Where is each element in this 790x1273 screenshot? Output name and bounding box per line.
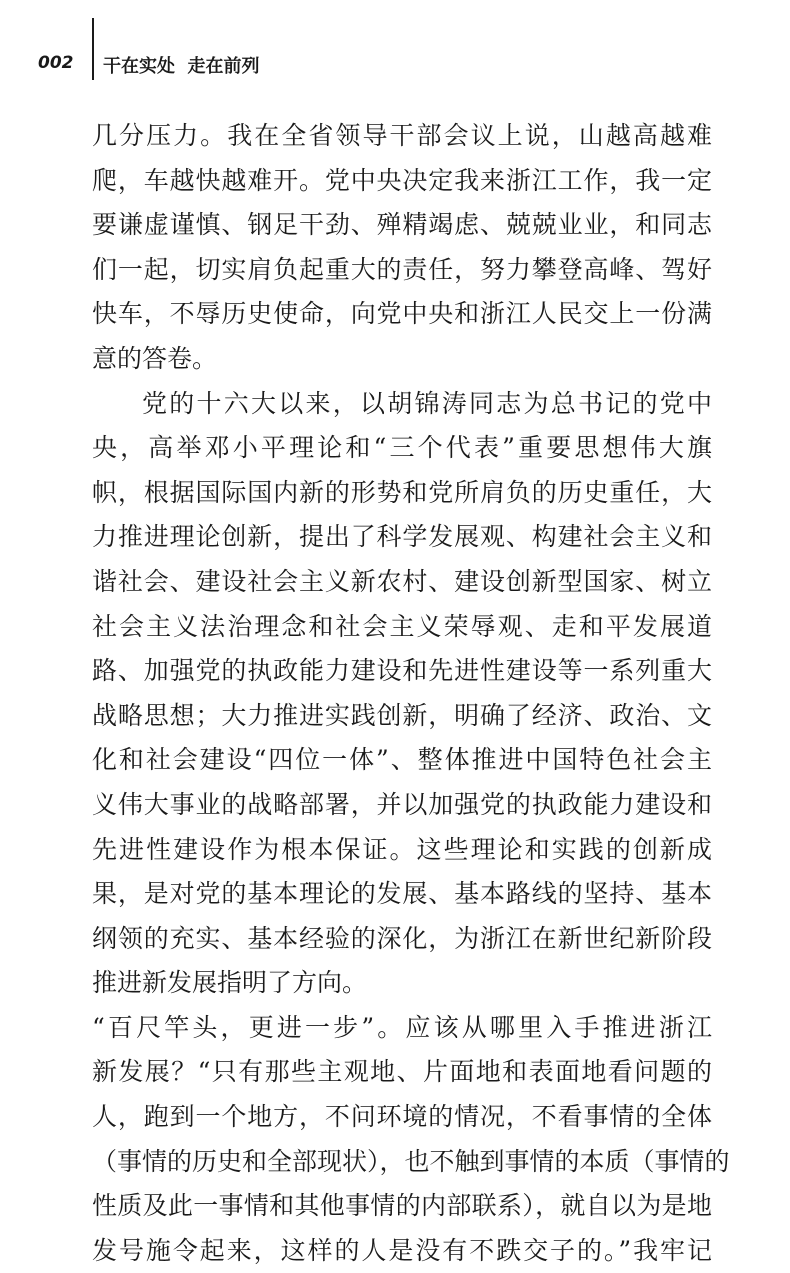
text-line: 纲领的充实、基本经验的深化，为浙江在新世纪新阶段	[92, 923, 712, 953]
text-line: 央，高举邓小平理论和“三个代表”重要思想伟大旗	[92, 433, 712, 463]
text-line: 果，是对党的基本理论的发展、基本路线的坚持、基本	[92, 879, 712, 909]
page-header	[0, 0, 790, 80]
text-line: 先进性建设作为根本保证。这些理论和实践的创新成	[92, 834, 712, 864]
text-line: 义伟大事业的战略部署，并以加强党的执政能力建设和	[92, 789, 712, 819]
text-line: 要谦虚谨慎、钢足干劲、殚精竭虑、兢兢业业，和同志	[92, 210, 712, 240]
text-line: 力推进理论创新，提出了科学发展观、构建社会主义和	[92, 522, 712, 552]
body-text	[92, 114, 730, 1273]
text-line: 新发展？“只有那些主观地、片面地和表面地看问题的	[92, 1057, 712, 1087]
text-line: （事情的历史和全部现状），也不触到事情的本质（事情的	[92, 1146, 730, 1176]
text-line: 性质及此一事情和其他事情的内部联系），就自以为是地	[92, 1191, 712, 1221]
text-line: 人，跑到一个地方，不问环境的情况，不看事情的全体	[92, 1102, 712, 1132]
header-divider	[92, 18, 94, 80]
text-line: 谐社会、建设社会主义新农村、建设创新型国家、树立	[92, 566, 712, 596]
text-line: 发号施令起来，这样的人是没有不跌交子的。”我牢记	[92, 1235, 712, 1265]
text-line: “百尺竿头，更进一步”。应该从哪里入手推进浙江	[92, 1012, 712, 1042]
text-line: 社会主义法治理念和社会主义荣辱观、走和平发展道	[92, 611, 712, 641]
text-line: 战略思想；大力推进实践创新，明确了经济、政治、文	[92, 700, 712, 730]
text-line: 帜，根据国际国内新的形势和党所肩负的历史重任，大	[92, 477, 712, 507]
running-title: 干在实处 走在前列	[103, 56, 260, 77]
text-line: 意的答卷。	[92, 343, 218, 373]
text-line: 们一起，切实肩负起重大的责任，努力攀登高峰、驾好	[92, 254, 712, 284]
page-number: 002	[38, 53, 74, 73]
text-line: 党的十六大以来，以胡锦涛同志为总书记的党中	[142, 388, 712, 418]
text-line: 快车，不辱历史使命，向党中央和浙江人民交上一份满	[92, 299, 712, 329]
text-line: 几分压力。我在全省领导干部会议上说，山越高越难	[92, 121, 712, 150]
text-line: 推进新发展指明了方向。	[92, 968, 368, 998]
text-line: 爬，车越快越难开。党中央决定我来浙江工作，我一定	[92, 165, 712, 195]
text-line: 化和社会建设“四位一体”、整体推进中国特色社会主	[92, 745, 712, 775]
text-line: 路、加强党的执政能力建设和先进性建设等一系列重大	[92, 656, 712, 686]
